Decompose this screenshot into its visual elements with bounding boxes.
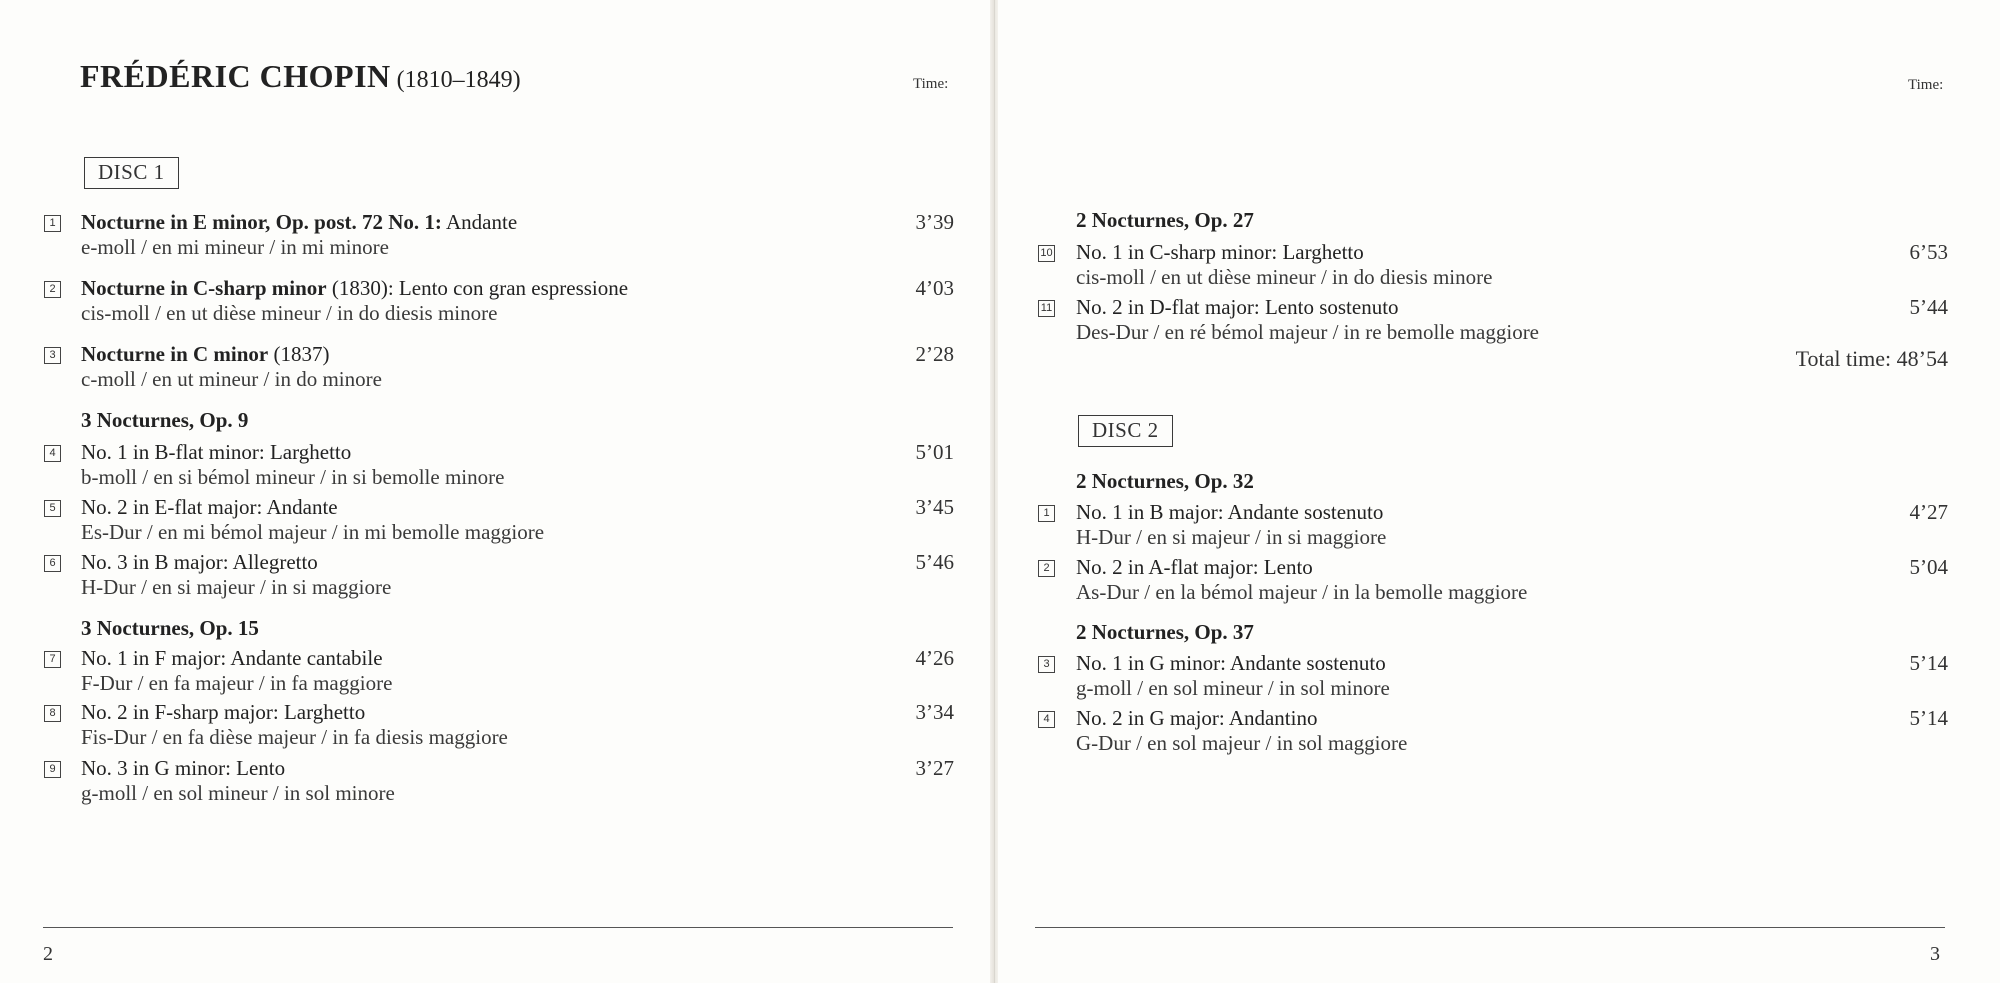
track-number: 8 [44, 705, 61, 722]
group-heading-op37: 2 Nocturnes, Op. 37 [1076, 620, 1254, 644]
track-duration: 4’27 [1909, 500, 1948, 524]
track-number: 10 [1038, 245, 1055, 262]
track-subtitle: e-moll / en mi mineur / in mi minore [81, 235, 389, 259]
track-subtitle: F-Dur / en fa majeur / in fa maggiore [81, 671, 393, 695]
page-number: 3 [1930, 943, 1940, 965]
track-title: No. 2 in D-flat major: Lento sostenuto [1076, 295, 1399, 319]
track-duration: 4’03 [915, 276, 954, 300]
footer-rule [1035, 927, 1945, 928]
track-title [81, 495, 338, 520]
track-number: 9 [44, 761, 61, 778]
track-title-detail: (1830): Lento con gran espressione [326, 276, 629, 300]
track-title-bold: Nocturne in C-sharp minor [81, 276, 327, 300]
track-title [81, 756, 285, 781]
track-duration: 6’53 [1909, 240, 1948, 264]
disc-1-label: DISC 1 [84, 157, 179, 189]
track-title-detail: (1837) [268, 342, 330, 366]
track-title [81, 646, 383, 671]
track-number: 1 [1038, 505, 1055, 522]
composer-name: FRÉDÉRIC CHOPIN [80, 58, 391, 94]
track-title [81, 276, 628, 301]
track-number: 6 [44, 555, 61, 572]
track-subtitle: g-moll / en sol mineur / in sol minore [1076, 676, 1390, 700]
track-title [81, 700, 365, 725]
composer-heading [80, 58, 521, 95]
track-duration: 5’14 [1909, 651, 1948, 675]
track-title [81, 210, 517, 235]
track-subtitle: cis-moll / en ut dièse mineur / in do diesis minore [1076, 265, 1493, 289]
track-subtitle: b-moll / en si bémol mineur / in si bemolle minore [81, 465, 505, 489]
track-duration: 3’27 [915, 756, 954, 780]
track-title-detail: No. 1 in B-flat minor: Larghetto [81, 440, 352, 464]
track-number: 3 [44, 347, 61, 364]
track-duration: 3’39 [915, 210, 954, 234]
track-duration: 3’45 [915, 495, 954, 519]
track-duration: 3’34 [915, 700, 954, 724]
track-title-detail: No. 3 in B major: Allegretto [81, 550, 318, 574]
track-title: No. 1 in G minor: Andante sostenuto [1076, 651, 1386, 675]
track-title [81, 440, 351, 465]
track-title-detail: Andante [441, 210, 518, 234]
track-title-bold: Nocturne in E minor, Op. post. 72 No. 1: [81, 210, 442, 234]
track-number: 4 [44, 445, 61, 462]
track-subtitle: As-Dur / en la bémol majeur / in la bemolle maggiore [1076, 580, 1528, 604]
group-heading-op32: 2 Nocturnes, Op. 32 [1076, 469, 1254, 493]
total-time: Total time: 48’54 [1795, 346, 1948, 371]
track-number: 4 [1038, 711, 1055, 728]
track-duration: 5’01 [915, 440, 954, 464]
right-page [998, 0, 2000, 983]
group-heading-op27: 2 Nocturnes, Op. 27 [1076, 208, 1254, 232]
track-title-bold: Nocturne in C minor [81, 342, 269, 366]
track-duration: 5’46 [915, 550, 954, 574]
track-number: 3 [1038, 656, 1055, 673]
track-duration: 2’28 [915, 342, 954, 366]
track-subtitle: cis-moll / en ut dièse mineur / in do diesis minore [81, 301, 498, 325]
track-title-detail: No. 2 in F-sharp major: Larghetto [81, 700, 366, 724]
group-heading-op9: 3 Nocturnes, Op. 9 [81, 408, 249, 432]
track-title-detail: No. 1 in F major: Andante cantabile [81, 646, 383, 670]
track-subtitle: g-moll / en sol mineur / in sol minore [81, 781, 395, 805]
track-title [81, 342, 330, 367]
time-header: Time: [913, 76, 949, 92]
page-number: 2 [43, 943, 53, 965]
track-title: No. 2 in A-flat major: Lento [1076, 555, 1313, 579]
spine-fold [994, 0, 995, 983]
track-number: 2 [1038, 560, 1055, 577]
left-page [0, 0, 990, 983]
track-title [81, 550, 318, 575]
track-subtitle: Fis-Dur / en fa dièse majeur / in fa diesis maggiore [81, 725, 508, 749]
track-title: No. 1 in B major: Andante sostenuto [1076, 500, 1384, 524]
track-title: No. 1 in C-sharp minor: Larghetto [1076, 240, 1364, 264]
track-subtitle: G-Dur / en sol majeur / in sol maggiore [1076, 731, 1408, 755]
track-subtitle: Es-Dur / en mi bémol majeur / in mi bemolle maggiore [81, 520, 545, 544]
track-subtitle: H-Dur / en si majeur / in si maggiore [1076, 525, 1387, 549]
track-title: No. 2 in G major: Andantino [1076, 706, 1318, 730]
track-title-detail: No. 2 in E-flat major: Andante [81, 495, 338, 519]
group-heading-op15: 3 Nocturnes, Op. 15 [81, 616, 259, 640]
track-number: 11 [1038, 300, 1055, 317]
time-header: Time: [1908, 77, 1944, 93]
track-subtitle: H-Dur / en si majeur / in si maggiore [81, 575, 392, 599]
track-number: 5 [44, 500, 61, 517]
track-number: 2 [44, 281, 61, 298]
composer-dates: (1810–1849) [396, 67, 521, 93]
track-subtitle: Des-Dur / en ré bémol majeur / in re bemolle maggiore [1076, 320, 1540, 344]
track-duration: 5’04 [1909, 555, 1948, 579]
track-title-detail: No. 3 in G minor: Lento [81, 756, 286, 780]
track-number: 1 [44, 215, 61, 232]
track-number: 7 [44, 651, 61, 668]
track-subtitle: c-moll / en ut mineur / in do minore [81, 367, 382, 391]
disc-2-label: DISC 2 [1078, 415, 1173, 447]
track-duration: 4’26 [915, 646, 954, 670]
track-duration: 5’44 [1909, 295, 1948, 319]
footer-rule [43, 927, 953, 928]
track-duration: 5’14 [1909, 706, 1948, 730]
